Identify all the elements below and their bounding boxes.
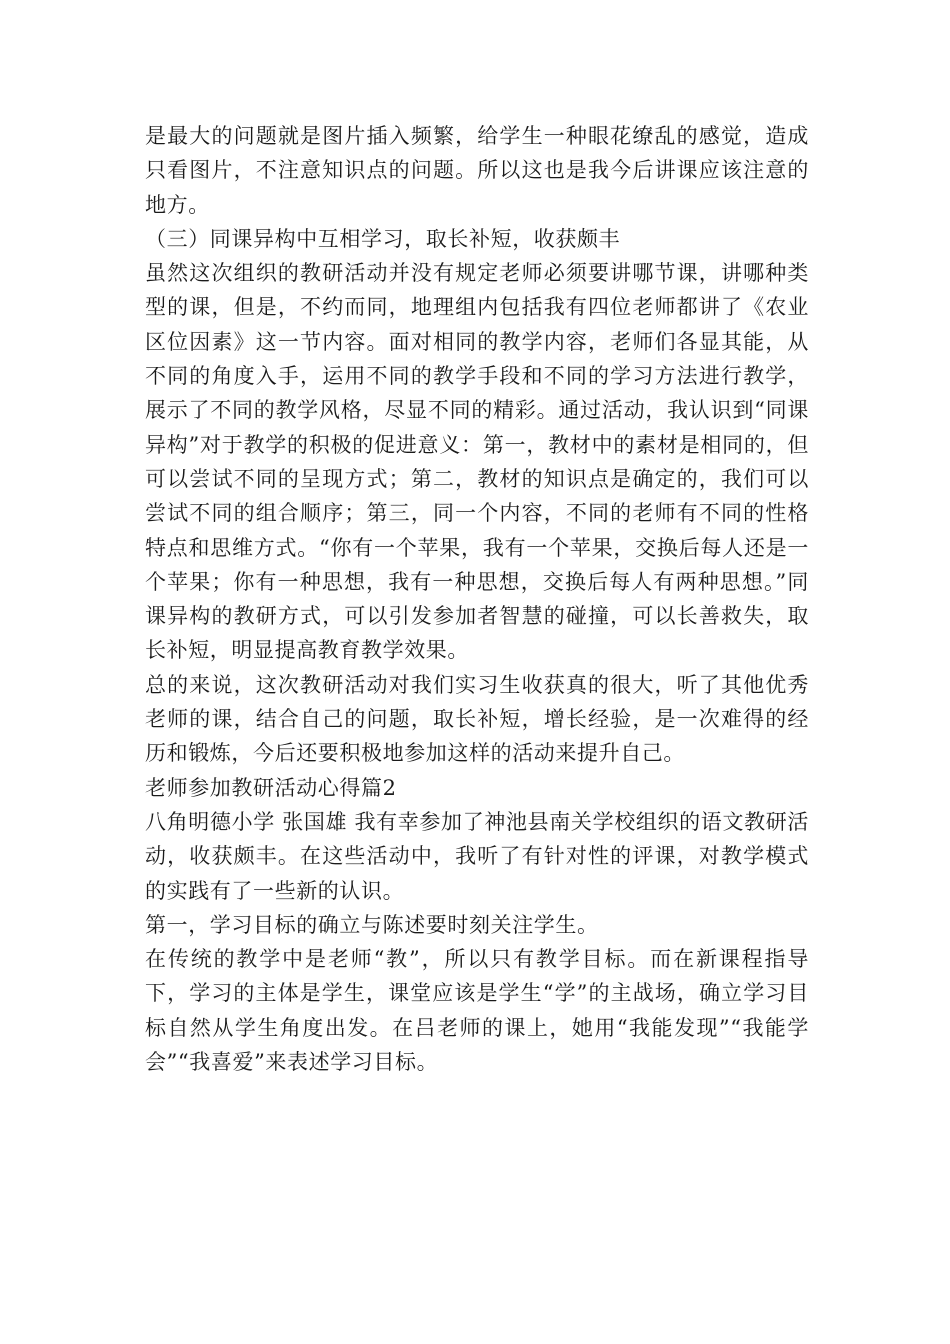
- paragraph-same-lesson: 虽然这次组织的教研活动并没有规定老师必须要讲哪节课，讲哪种类型的课，但是，不约而同，地理组内包括我有四位老师都讲了《农业区位因素》这一节内容。面对相同的教学内容，老师们各显其能，从不同的角度入手，运用不同的教学手段和不同的学习方法进行教学，展示了不同的教学风格，尽显不同的精彩。通过活动，我认识到“同课异构”对于教学的积极的促进意义：第一，教材中的素材是相同的，但可以尝试不同的呈现方式；第二，教材的知识点是确定的，我们可以尝试不同的组合顺序；第三，同一个内容，不同的老师有不同的性格特点和思维方式。“你有一个苹果，我有一个苹果，交换后每人还是一个苹果；你有一种思想，我有一种思想，交换后每人有两种思想。”同课异构的教研方式，可以引发参加者智慧的碰撞，可以长善救失，取长补短，明显提高教育教学效果。: [145, 261, 809, 663]
- point-one-heading: 第一，学习目标的确立与陈述要时刻关注学生。: [145, 912, 599, 937]
- section-heading-three: （三）同课异构中互相学习，取长补短，收获颇丰: [145, 226, 621, 251]
- paragraph-summary: 总的来说，这次教研活动对我们实习生收获真的很大，听了其他优秀老师的课，结合自己的问题，取长补短，增长经验，是一次难得的经历和锻炼，今后还要积极地参加这样的活动来提升自己。: [145, 672, 809, 766]
- paragraph-intro-2: 八角明德小学 张国雄 我有幸参加了神池县南关学校组织的语文教研活动，收获颇丰。在这些活动中，我听了有针对性的评课，对教学模式的实践有了一些新的认识。: [145, 809, 809, 903]
- paragraph-continuation: 是最大的问题就是图片插入频繁，给学生一种眼花缭乱的感觉，造成只看图片，不注意知识点的问题。所以这也是我今后讲课应该注意的地方。: [145, 124, 809, 217]
- paragraph-learning-goals: 在传统的教学中是老师“教”，所以只有教学目标。而在新课程指导下，学习的主体是学生，课堂应该是学生“学”的主战场，确立学习目标自然从学生角度出发。在吕老师的课上，她用“我能发现”“我能学会”“我喜爱”来表述学习目标。: [145, 947, 809, 1075]
- article-title-2: 老师参加教研活动心得篇2: [145, 775, 397, 800]
- document-body: [145, 119, 809, 1079]
